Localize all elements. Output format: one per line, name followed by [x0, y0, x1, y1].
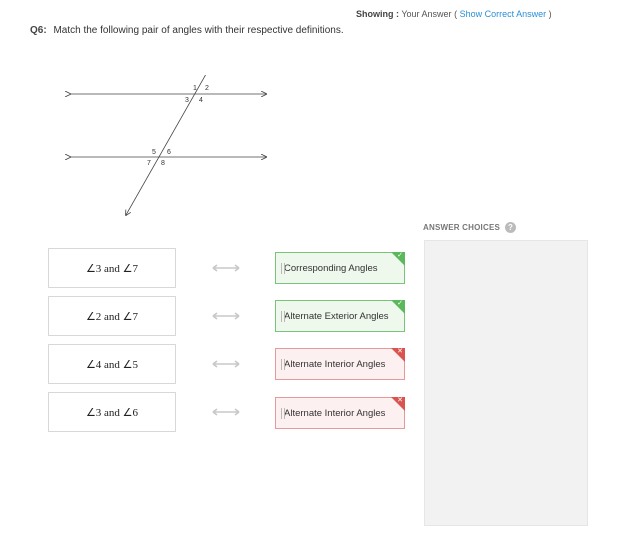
- answer-slot-2[interactable]: [275, 300, 405, 332]
- check-icon: ✓: [397, 299, 403, 307]
- answer-label-2: Alternate Exterior Angles: [284, 310, 389, 322]
- show-correct-answer-link[interactable]: Show Correct Answer: [459, 9, 547, 19]
- double-arrow-icon: [212, 360, 240, 368]
- answer-label-4: Alternate Interior Angles: [284, 407, 386, 419]
- angle-label-8: 8: [161, 160, 165, 167]
- answer-label-1: Corresponding Angles: [284, 262, 378, 274]
- double-arrow-icon: [212, 408, 240, 416]
- drag-handle-icon[interactable]: [281, 359, 285, 370]
- pair-prompt-4: ∠3 and ∠6: [48, 392, 176, 432]
- cross-icon: ✕: [397, 396, 403, 404]
- angle-label-3: 3: [185, 97, 189, 104]
- angle-label-5: 5: [152, 149, 156, 156]
- drag-handle-icon[interactable]: [281, 311, 285, 322]
- drag-handle-icon[interactable]: [281, 263, 285, 274]
- answer-choices-panel[interactable]: [424, 240, 588, 526]
- double-arrow-icon: [212, 264, 240, 272]
- paren-open: (: [454, 9, 458, 19]
- answer-slot-1[interactable]: [275, 252, 405, 284]
- pair-prompt-3: ∠4 and ∠5: [48, 344, 176, 384]
- question-prompt: [30, 25, 344, 36]
- answer-slot-4[interactable]: [275, 397, 405, 429]
- transversal-line: [126, 75, 218, 215]
- answer-choices-heading: [423, 222, 516, 233]
- drag-handle-icon[interactable]: [281, 408, 285, 419]
- showing-value: Your Answer: [401, 9, 452, 19]
- double-arrow-icon: [212, 312, 240, 320]
- cross-icon: ✕: [397, 347, 403, 355]
- angle-label-2: 2: [205, 85, 209, 92]
- answer-slot-3[interactable]: [275, 348, 405, 380]
- pair-prompt-1: ∠3 and ∠7: [48, 248, 176, 288]
- angle-label-6: 6: [167, 149, 171, 156]
- showing-label: Showing :: [356, 9, 399, 19]
- angle-label-7: 7: [147, 160, 151, 167]
- answer-choices-title: ANSWER CHOICES: [423, 223, 501, 232]
- paren-close: ): [548, 9, 552, 19]
- pair-prompt-2: ∠2 and ∠7: [48, 296, 176, 336]
- check-icon: ✓: [397, 251, 403, 259]
- angle-label-1: 1: [193, 85, 197, 92]
- question-text: Match the following pair of angles with their respective definitions.: [53, 25, 344, 36]
- question-number: Q6:: [30, 25, 47, 36]
- angle-label-4: 4: [199, 97, 203, 104]
- answer-label-3: Alternate Interior Angles: [284, 358, 386, 370]
- showing-bar: [356, 9, 552, 19]
- question-circle-icon[interactable]: ?: [505, 222, 516, 233]
- parallel-lines-diagram: [60, 75, 280, 225]
